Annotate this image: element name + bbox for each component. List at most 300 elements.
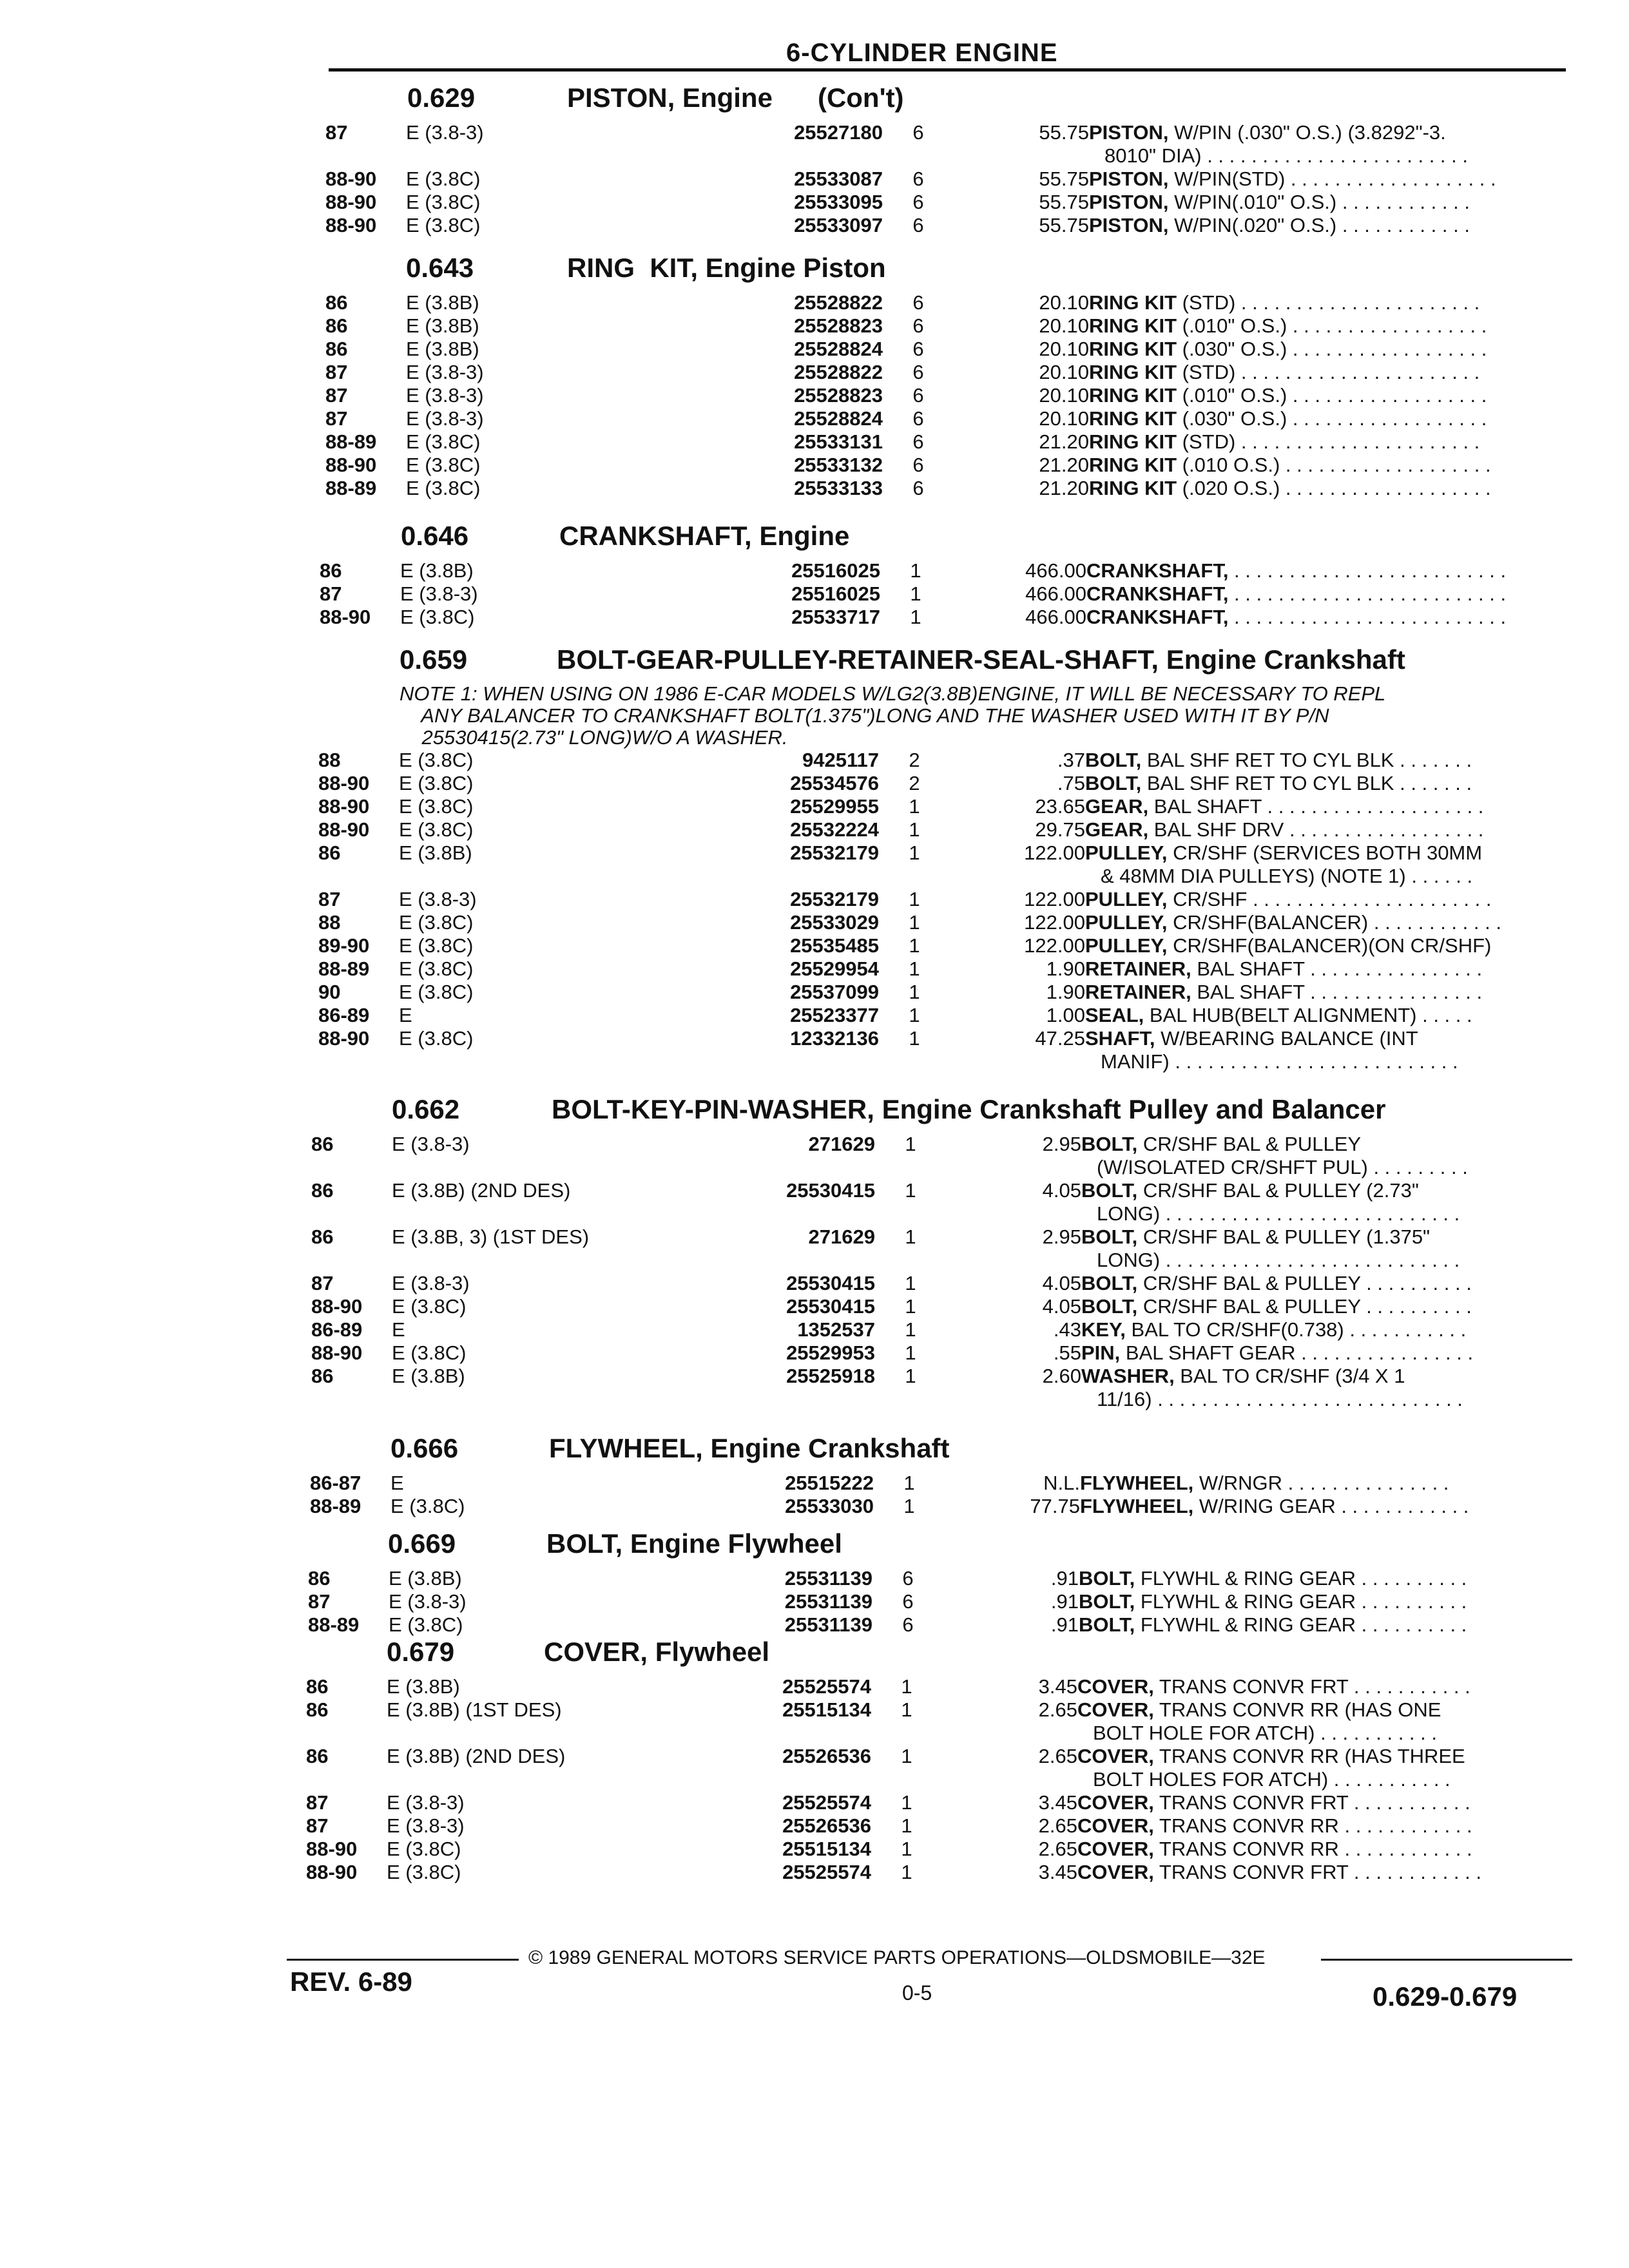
description-continuation-text: LONG) . . . . . . . . . . . . . . . . . . . . . . . . . . .	[1097, 1249, 1460, 1271]
quantity: 6	[912, 168, 924, 190]
part-number: 25529955	[790, 795, 879, 818]
description	[1085, 818, 1483, 841]
quantity: 1	[909, 841, 920, 864]
description	[1081, 1133, 1361, 1156]
model-years: 88-90	[318, 795, 370, 818]
description-keyword: PULLEY,	[1085, 911, 1168, 934]
engine-code: E (3.8C)	[392, 1341, 467, 1364]
price: .75	[1057, 772, 1085, 794]
description-text: (.030" O.S.) . . . . . . . . . . . . . . . . . .	[1177, 338, 1487, 360]
part-number: 25532179	[790, 841, 879, 864]
part-row	[0, 1698, 1629, 1722]
description-keyword: RING KIT	[1089, 361, 1177, 383]
part-row	[0, 384, 1629, 407]
model-years: 88-89	[308, 1613, 360, 1636]
part-number: 9425117	[802, 749, 879, 771]
model-years: 86	[325, 314, 348, 337]
part-number: 25531139	[784, 1613, 872, 1636]
description-keyword: PIN,	[1081, 1341, 1121, 1364]
engine-code: E (3.8C)	[400, 606, 475, 628]
price: 23.65	[1035, 795, 1085, 818]
part-number: 25515134	[782, 1838, 871, 1860]
part-row	[0, 361, 1629, 384]
section-title: CRANKSHAFT, Engine	[559, 521, 850, 551]
description-text: W/RING GEAR . . . . . . . . . . . .	[1193, 1495, 1469, 1517]
part-row	[0, 582, 1629, 606]
model-years: 88-90	[318, 818, 370, 841]
part-number: 25526536	[782, 1745, 871, 1767]
quantity: 1	[901, 1861, 912, 1883]
price: .91	[1050, 1613, 1079, 1636]
part-number: 25525574	[782, 1675, 871, 1698]
part-number: 25533095	[794, 191, 883, 213]
description-continuation	[0, 1249, 1629, 1272]
engine-code: E (3.8B)	[392, 1365, 465, 1387]
description	[1089, 291, 1480, 314]
description-keyword: RING KIT	[1089, 454, 1177, 476]
part-row	[0, 407, 1629, 430]
price: .91	[1050, 1567, 1079, 1590]
model-years: 88-90	[318, 772, 370, 794]
quantity: 6	[912, 407, 924, 430]
engine-code: E (3.8B, 3) (1ST DES)	[392, 1225, 590, 1248]
engine-code: E (3.8C)	[390, 1495, 465, 1517]
price: 21.20	[1039, 477, 1089, 499]
part-number: 25533029	[790, 911, 879, 934]
description	[1080, 1495, 1469, 1518]
price: 77.75	[1030, 1495, 1080, 1517]
part-number: 25515222	[785, 1472, 874, 1494]
section-0-679	[0, 1637, 1629, 1884]
description-keyword: PULLEY,	[1085, 841, 1168, 864]
part-row	[0, 121, 1629, 144]
description-text: W/PIN(STD) . . . . . . . . . . . . . . . . . . .	[1168, 168, 1496, 190]
engine-code: E (3.8B)	[399, 841, 472, 864]
description-continuation-text: BOLT HOLE FOR ATCH) . . . . . . . . . . .	[1093, 1722, 1437, 1744]
section-header	[0, 521, 1629, 559]
revision-label: REV. 6-89	[290, 1966, 412, 1997]
engine-code: E (3.8B)	[406, 314, 479, 337]
header-rule	[329, 68, 1566, 72]
description-keyword: BOLT,	[1081, 1225, 1138, 1248]
description	[1085, 1027, 1418, 1050]
part-number: 25523377	[790, 1004, 879, 1026]
description-text: . . . . . . . . . . . . . . . . . . . . . . . . .	[1228, 606, 1507, 628]
model-years: 87	[311, 1272, 334, 1294]
description-keyword: FLYWHEEL,	[1080, 1472, 1194, 1494]
engine-code: E (3.8C)	[406, 477, 481, 499]
description-text: BAL SHAFT . . . . . . . . . . . . . . . . . . . .	[1148, 795, 1484, 818]
model-years: 86	[306, 1745, 329, 1767]
model-years: 87	[325, 121, 348, 144]
description-keyword: CRANKSHAFT,	[1086, 606, 1229, 628]
description-text: CR/SHF(BALANCER)(ON CR/SHF)	[1167, 934, 1492, 957]
description	[1086, 582, 1506, 606]
description-text: CR/SHF(BALANCER) . . . . . . . . . . . .	[1167, 911, 1501, 934]
description-continuation	[0, 144, 1629, 168]
model-years: 88-89	[325, 430, 377, 453]
model-years: 88-90	[311, 1295, 363, 1318]
part-row	[0, 338, 1629, 361]
part-row	[0, 1365, 1629, 1388]
description	[1089, 407, 1487, 430]
part-row	[0, 1838, 1629, 1861]
model-years: 88-89	[325, 477, 377, 499]
part-row	[0, 772, 1629, 795]
part-row	[0, 430, 1629, 454]
price: 1.90	[1046, 957, 1085, 980]
engine-code: E (3.8B) (1ST DES)	[387, 1698, 562, 1721]
description	[1077, 1814, 1472, 1838]
page-number: 0-5	[902, 1981, 932, 2004]
description	[1089, 454, 1491, 477]
price: 20.10	[1039, 361, 1089, 383]
part-number: 1352537	[797, 1318, 875, 1341]
description	[1077, 1838, 1472, 1861]
description-keyword: FLYWHEEL,	[1080, 1495, 1194, 1517]
section-header	[0, 1433, 1629, 1472]
part-row	[0, 1675, 1629, 1698]
description-keyword: BOLT,	[1081, 1133, 1138, 1155]
part-row	[0, 1272, 1629, 1295]
description	[1081, 1365, 1405, 1388]
quantity: 6	[902, 1590, 914, 1613]
description-text: (.020 O.S.) . . . . . . . . . . . . . . . . . . .	[1177, 477, 1491, 499]
engine-code: E (3.8C)	[399, 795, 474, 818]
description-keyword: RING KIT	[1089, 384, 1177, 407]
model-years: 86	[320, 559, 342, 582]
quantity: 1	[905, 1133, 916, 1155]
engine-code: E (3.8C)	[389, 1613, 463, 1636]
section-number: 0.666	[390, 1433, 459, 1463]
price: 47.25	[1035, 1027, 1085, 1050]
part-number: 25533087	[794, 168, 883, 190]
description-text: CR/SHF BAL & PULLEY (2.73"	[1137, 1179, 1419, 1202]
part-number: 25533132	[794, 454, 883, 476]
quantity: 1	[909, 981, 920, 1003]
part-number: 25528824	[794, 338, 883, 360]
quantity: 1	[901, 1698, 912, 1721]
description-keyword: CRANKSHAFT,	[1086, 582, 1229, 605]
model-years: 87	[306, 1791, 329, 1814]
model-years: 87	[306, 1814, 329, 1837]
engine-code: E (3.8C)	[399, 911, 474, 934]
description	[1077, 1698, 1441, 1722]
description	[1085, 749, 1472, 772]
quantity: 6	[912, 121, 924, 144]
description-text: (.010" O.S.) . . . . . . . . . . . . . . . . . .	[1177, 314, 1487, 337]
quantity: 1	[905, 1365, 916, 1387]
model-years: 86-87	[310, 1472, 361, 1494]
model-years: 86	[311, 1133, 334, 1155]
part-row	[0, 314, 1629, 338]
description-continuation-text: 8010" DIA) . . . . . . . . . . . . . . . . . . . . . . . .	[1104, 144, 1468, 167]
engine-code: E (3.8-3)	[387, 1814, 465, 1837]
engine-code: E (3.8-3)	[387, 1791, 465, 1814]
description-text: (STD) . . . . . . . . . . . . . . . . . . . . . .	[1177, 361, 1480, 383]
price: 29.75	[1035, 818, 1085, 841]
description-text: W/PIN(.020" O.S.) . . . . . . . . . . . .	[1168, 214, 1470, 236]
description	[1085, 911, 1501, 934]
quantity: 1	[901, 1838, 912, 1860]
part-row	[0, 1472, 1629, 1495]
description-text: TRANS CONVR FRT . . . . . . . . . . .	[1153, 1791, 1470, 1814]
section-title: BOLT-KEY-PIN-WASHER, Engine Crankshaft Pulley and Balancer	[552, 1094, 1386, 1124]
price: 20.10	[1039, 384, 1089, 407]
section-0-669	[0, 1528, 1629, 1637]
engine-code: E (3.8B)	[387, 1675, 460, 1698]
quantity: 1	[909, 1004, 920, 1026]
quantity: 1	[909, 934, 920, 957]
price: 466.00	[1025, 582, 1086, 605]
part-row	[0, 1027, 1629, 1050]
engine-code: E (3.8C)	[406, 191, 481, 213]
price: .91	[1050, 1590, 1079, 1613]
price: 1.90	[1046, 981, 1085, 1003]
part-number: 25527180	[794, 121, 883, 144]
description-continuation	[0, 1722, 1629, 1745]
description	[1089, 168, 1496, 191]
description-keyword: BOLT,	[1081, 1179, 1138, 1202]
description-keyword: RING KIT	[1089, 430, 1177, 453]
description	[1081, 1295, 1472, 1318]
quantity: 6	[912, 191, 924, 213]
price: 122.00	[1024, 911, 1085, 934]
price: 2.95	[1042, 1133, 1081, 1155]
quantity: 1	[910, 582, 921, 605]
part-row	[0, 934, 1629, 957]
model-years: 88-90	[325, 168, 377, 190]
quantity: 1	[909, 888, 920, 910]
description-continuation-text: LONG) . . . . . . . . . . . . . . . . . . . . . . . . . . .	[1097, 1202, 1460, 1225]
description	[1085, 888, 1491, 911]
quantity: 1	[901, 1675, 912, 1698]
part-row	[0, 559, 1629, 582]
part-row	[0, 1133, 1629, 1156]
part-row	[0, 168, 1629, 191]
section-0-643	[0, 253, 1629, 500]
section-header	[0, 253, 1629, 291]
engine-code: E (3.8-3)	[406, 384, 484, 407]
part-number: 25528822	[794, 361, 883, 383]
price: 122.00	[1024, 841, 1085, 864]
description	[1079, 1613, 1467, 1637]
description	[1079, 1590, 1467, 1613]
price: 2.60	[1042, 1365, 1081, 1387]
part-row	[0, 191, 1629, 214]
description-keyword: RING KIT	[1089, 338, 1177, 360]
model-years: 88-89	[310, 1495, 361, 1517]
description-continuation-text: MANIF) . . . . . . . . . . . . . . . . . . . . . . . . . .	[1101, 1050, 1458, 1073]
quantity: 6	[902, 1613, 914, 1636]
part-row	[0, 841, 1629, 865]
section-note-line: 25530415(2.73" LONG)W/O A WASHER.	[400, 726, 788, 749]
description-keyword: COVER,	[1077, 1698, 1154, 1721]
model-years: 88-90	[306, 1838, 358, 1860]
engine-code: E (3.8C)	[392, 1295, 467, 1318]
page-title: 6-CYLINDER ENGINE	[786, 39, 1058, 67]
engine-code: E (3.8C)	[387, 1838, 461, 1860]
part-row	[0, 795, 1629, 818]
part-row	[0, 1861, 1629, 1884]
section-header	[0, 1637, 1629, 1675]
description-keyword: BOLT,	[1079, 1590, 1135, 1613]
price: .37	[1057, 749, 1085, 771]
price: 3.45	[1038, 1861, 1077, 1883]
description	[1085, 934, 1491, 957]
description-keyword: PISTON,	[1089, 168, 1169, 190]
part-number: 25525574	[782, 1861, 871, 1883]
description-keyword: COVER,	[1077, 1838, 1154, 1860]
price: 55.75	[1039, 214, 1089, 236]
description-keyword: COVER,	[1077, 1745, 1154, 1767]
part-row	[0, 477, 1629, 500]
description-keyword: RING KIT	[1089, 477, 1177, 499]
description-keyword: PULLEY,	[1085, 888, 1168, 910]
price: 2.65	[1038, 1814, 1077, 1837]
description-keyword: WASHER,	[1081, 1365, 1175, 1387]
model-years: 87	[325, 384, 348, 407]
section-header	[0, 644, 1629, 683]
description-text: (STD) . . . . . . . . . . . . . . . . . . . . . .	[1177, 291, 1480, 314]
part-row	[0, 1318, 1629, 1341]
section-number: 0.669	[388, 1528, 456, 1559]
quantity: 6	[912, 477, 924, 499]
part-row	[0, 291, 1629, 314]
model-years: 88-90	[318, 1027, 370, 1050]
model-years: 86	[306, 1675, 329, 1698]
part-number: 25532224	[790, 818, 879, 841]
description-text: . . . . . . . . . . . . . . . . . . . . . . . . .	[1228, 559, 1507, 582]
description	[1081, 1225, 1430, 1249]
description-continuation	[0, 1768, 1629, 1791]
description-text: (.010 O.S.) . . . . . . . . . . . . . . . . . . .	[1177, 454, 1491, 476]
model-years: 86	[311, 1365, 334, 1387]
engine-code: E (3.8C)	[406, 430, 481, 453]
part-number: 25528822	[794, 291, 883, 314]
model-years: 87	[318, 888, 341, 910]
description-text: CR/SHF (SERVICES BOTH 30MM	[1167, 841, 1483, 864]
part-row	[0, 888, 1629, 911]
description-text: (.010" O.S.) . . . . . . . . . . . . . . . . . .	[1177, 384, 1487, 407]
price: 122.00	[1024, 934, 1085, 957]
model-years: 89-90	[318, 934, 370, 957]
section-title: PISTON, Engine (Con't)	[567, 82, 904, 113]
description-text: W/RNGR . . . . . . . . . . . . . . .	[1193, 1472, 1449, 1494]
part-row	[0, 749, 1629, 772]
engine-code: E (3.8C)	[399, 934, 474, 957]
quantity: 1	[905, 1179, 916, 1202]
engine-code: E (3.8C)	[387, 1861, 461, 1883]
description-text: TRANS CONVR RR . . . . . . . . . . . .	[1153, 1814, 1472, 1837]
description	[1089, 191, 1470, 214]
description-keyword: BOLT,	[1085, 749, 1142, 771]
part-row	[0, 1814, 1629, 1838]
quantity: 6	[912, 361, 924, 383]
part-row	[0, 1295, 1629, 1318]
section-header	[0, 1094, 1629, 1133]
part-number: 25533131	[794, 430, 883, 453]
part-row	[0, 1225, 1629, 1249]
engine-code: E	[399, 1004, 412, 1026]
quantity: 1	[909, 911, 920, 934]
engine-code: E (3.8B)	[389, 1567, 462, 1590]
quantity: 6	[912, 314, 924, 337]
part-number: 25533133	[794, 477, 883, 499]
description-text: BAL TO CR/SHF (3/4 X 1	[1174, 1365, 1405, 1387]
part-number: 25531139	[784, 1567, 872, 1590]
part-number: 25525574	[782, 1791, 871, 1814]
description-keyword: COVER,	[1077, 1675, 1154, 1698]
part-number: 271629	[808, 1225, 875, 1248]
description-keyword: CRANKSHAFT,	[1086, 559, 1229, 582]
description-keyword: PISTON,	[1089, 121, 1169, 144]
section-0-666	[0, 1433, 1629, 1518]
description-text: FLYWHL & RING GEAR . . . . . . . . . .	[1135, 1590, 1467, 1613]
description-continuation	[0, 865, 1629, 888]
part-row	[0, 1590, 1629, 1613]
part-number: 25537099	[790, 981, 879, 1003]
price: 55.75	[1039, 121, 1089, 144]
section-title: FLYWHEEL, Engine Crankshaft	[549, 1433, 950, 1463]
description-keyword: COVER,	[1077, 1791, 1154, 1814]
description-text: BAL SHAFT . . . . . . . . . . . . . . . .	[1191, 957, 1483, 980]
section-title: RING KIT, Engine Piston	[567, 253, 886, 283]
section-number: 0.679	[387, 1637, 455, 1667]
price: 20.10	[1039, 407, 1089, 430]
description	[1089, 361, 1480, 384]
description-text: BAL SHF RET TO CYL BLK . . . . . . .	[1141, 772, 1472, 794]
description-keyword: BOLT,	[1079, 1567, 1135, 1590]
engine-code: E (3.8-3)	[400, 582, 478, 605]
description-text: FLYWHL & RING GEAR . . . . . . . . . .	[1135, 1567, 1467, 1590]
section-0-659	[0, 644, 1629, 1073]
description	[1089, 477, 1491, 500]
quantity: 1	[909, 1027, 920, 1050]
price: 2.65	[1038, 1745, 1077, 1767]
model-years: 86	[311, 1179, 334, 1202]
description-keyword: RETAINER,	[1085, 981, 1191, 1003]
engine-code: E (3.8B) (2ND DES)	[392, 1179, 571, 1202]
section-header	[0, 1528, 1629, 1567]
part-number: 25528823	[794, 314, 883, 337]
engine-code: E (3.8B)	[400, 559, 474, 582]
part-number: 25533717	[791, 606, 880, 628]
price: 4.05	[1042, 1179, 1081, 1202]
engine-code: E (3.8C)	[399, 772, 474, 794]
description-text: BAL SHF DRV . . . . . . . . . . . . . . . . . .	[1148, 818, 1484, 841]
price: 2.95	[1042, 1225, 1081, 1248]
engine-code: E	[392, 1318, 405, 1341]
model-years: 87	[320, 582, 342, 605]
part-number: 25533030	[785, 1495, 874, 1517]
section-number: 0.662	[392, 1094, 460, 1124]
engine-code: E (3.8C)	[399, 957, 474, 980]
description-continuation	[0, 1050, 1629, 1073]
description-keyword: BOLT,	[1085, 772, 1142, 794]
quantity: 6	[912, 384, 924, 407]
price: 20.10	[1039, 314, 1089, 337]
description	[1085, 772, 1472, 795]
part-number: 25535485	[790, 934, 879, 957]
description-continuation-text: & 48MM DIA PULLEYS) (NOTE 1) . . . . . .	[1101, 865, 1473, 887]
model-years: 86	[318, 841, 341, 864]
price: 2.65	[1038, 1698, 1077, 1721]
quantity: 6	[902, 1567, 914, 1590]
part-row	[0, 454, 1629, 477]
description	[1085, 981, 1482, 1004]
description-text: W/BEARING BALANCE (INT	[1155, 1027, 1418, 1050]
